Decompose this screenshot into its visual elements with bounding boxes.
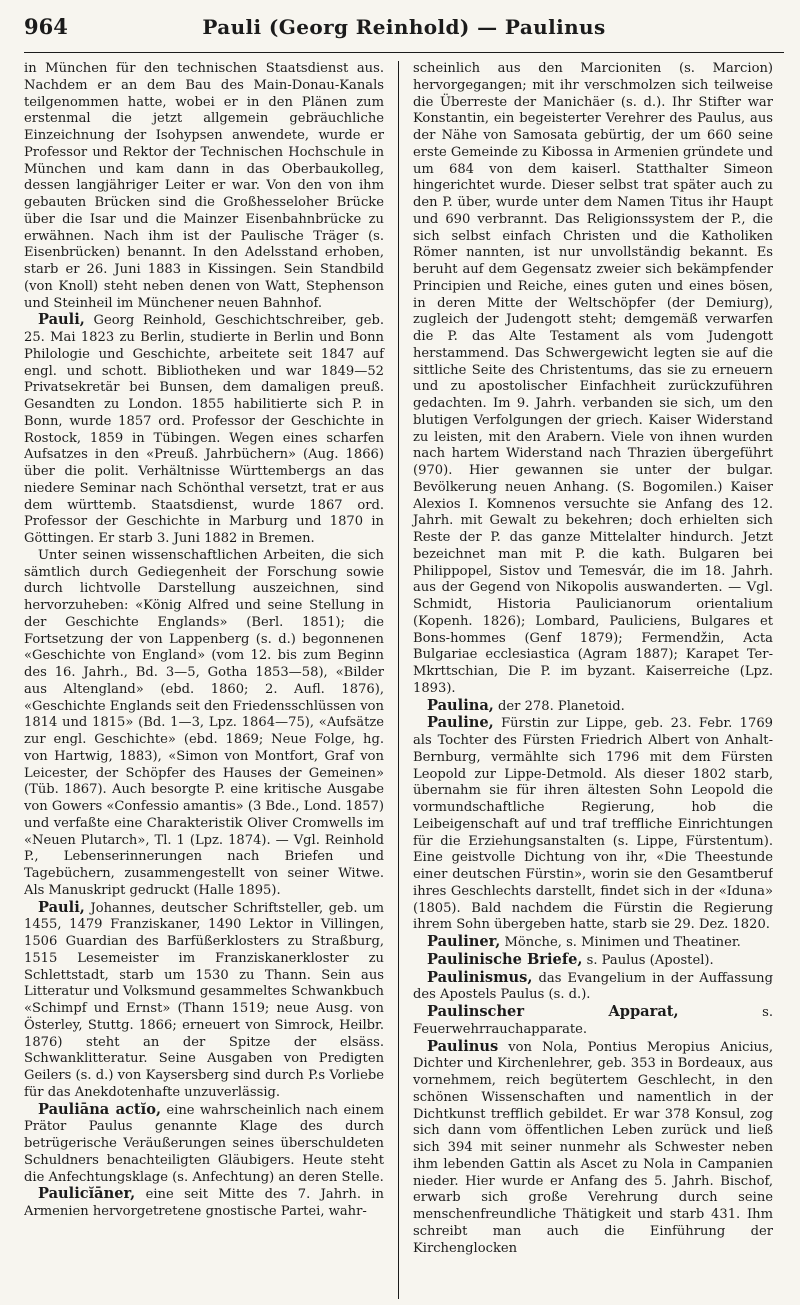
entry-pauli-georg-reinhold (24, 312, 384, 548)
left-column (24, 61, 394, 1299)
column-divider (398, 61, 399, 1299)
entry-text: eine wahrscheinlich nach einem Prätor Paulus genannte Klage des durch betrügerische Veräußerungen seines überschuldeten Schuldners benachteiligten Gläubigers. Heute steht die Anfechtungsklage (s. Anfechtung) an deren Stelle. (24, 1102, 385, 1185)
entry-paulina (413, 698, 773, 716)
entry-lemma: Pauli, (38, 311, 85, 329)
entry-lemma: Paulinische Briefe, (427, 950, 583, 968)
running-head: Pauli (Georg Reinhold) — Paulinus (202, 15, 606, 39)
entry-lemma: Pauliāna actĭo, (38, 1100, 162, 1118)
entry-lemma: Pauline, (427, 714, 494, 732)
continued-paragraph: in München für den technischen Staatsdienst aus. Nachdem er an dem Bau des Main-Donau-Kanals teilgenommen hatte, wobei er in den Plänen zum erstenmal die jetzt allgemein gebräuchliche Einzeichnung der Isohypsen anwendete, wurde er Professor und Rektor der Technischen Hochschule in München und kam dann in das Oberbaukolleg, dessen langjähriger Leiter er war. Von den von ihm gebauten Brücken sind die Großhesseloher Brücke über die Isar und die Mainzer Eisenbahnbrücke zu erwähnen. Nach ihm ist der Paulische Träger (s. Eisenbrücken) benannt. In den Adelsstand erhoben, starb er 26. Juni 1883 in Kissingen. Sein Standbild (von Knoll) steht neben denen von Watt, Stephenson und Steinheil im Münchener neuen Bahnhof. (24, 61, 384, 311)
entry-paulinismus (413, 970, 773, 1005)
entry-lemma: Paulicĭāner, (38, 1185, 136, 1203)
entry-lemma: Paulinus (427, 1037, 499, 1055)
entry-paragraph: Unter seinen wissenschaftlichen Arbeiten, die sich sämtlich durch Gediegenheit der Forschung sowie durch lichtvolle Darstellung auszeichnen, sind hervorzuheben: «König Alfred und seine Stellung in der Geschichte Englands» (Berl. 1851); die Fortsetzung der von Lappenberg (s. d.) begonnenen «Geschichte von England» (vom 12. bis zum Beginn des 16. Jahrh., Bd. 3—5, Gotha 1853—58), «Bilder aus Altengland» (ebd. 1860; 2. Aufl. 1876), «Geschichte Englands seit den Friedensschlüssen von 1814 und 1815» (Bd. 1—3, Lpz. 1864—75), «Aufsätze zur engl. Geschichte» (ebd. 1869; Neue Folge, hg. von Hartwig, 1883), «Simon von Montfort, Graf von Leicester, der Schöpfer des Hauses der Gemeinen» (Tüb. 1867). Auch besorgte P. eine kritische Ausgabe von Gowers «Confessio amantis» (3 Bde., Lond. 1857) und verfaßte eine Charakteristik Oliver Cromwells im «Neuen Plutarch», Tl. 1 (Lpz. 1874). — Vgl. Reinhold P., Lebenserinnerungen nach Briefen und Tagebüchern, zusammengestellt von seiner Witwe. Als Manuskript gedruckt (Halle 1895). (24, 547, 384, 898)
entry-text: s. Paulus (Apostel). (582, 952, 714, 968)
entry-text: eine seit Mitte des 7. Jahrh. in Armenien hervorgetretene gnostische Partei, wahr- (24, 1187, 384, 1219)
entry-lemma: Paulina, (427, 696, 494, 714)
entry-lemma: Paulinscher Apparat, (427, 1003, 679, 1020)
entry-text: Fürstin zur Lippe, geb. 23. Febr. 1769 als Tochter des Fürsten Friedrich Albert von Anhalt-Bernburg, vermählte sich 1796 mit dem Fürsten Leopold zur Lippe-Detmold. Als dieser 1802 starb, übernahm sie für ihren ältesten Sohn Leopold die vormundschaftliche Regierung, hob die Leibeigenschaft auf und traf treffliche Einrichtungen für die Erziehungsanstalten (s. Lippe, Fürstentum). Eine geistvolle Dichtung von ihr, «Die Theestunde einer deutschen Fürstin», worin sie den Gesamtberuf ihres Geschlechts darstellt, findet sich in der «Iduna» (1805). Bald nachdem die Fürstin die Regierung ihrem Sohn übergeben hatte, starb sie 29. Dez. 1820. (413, 716, 773, 933)
entry-pauliner (413, 934, 773, 952)
entry-text: Johannes, deutscher Schriftsteller, geb. um 1455, 1479 Franziskaner, 1490 Lektor in Villingen, 1506 Guardian des Barfüßerklosters zu Straßburg, 1515 Lesemeister im Franziskanerkloster zu Schlettstadt, starb um 1530 zu Thann. Sein aus Litteratur und Volksmund gesammeltes Schwankbuch «Schimpf und Ernst» (Thann 1519; neue Ausg. von Österley, Stuttg. 1866; erneuert von Simrock, Heilbr. 1876) steht an der Spitze der elsäss. Schwanklitteratur. Seine Ausgaben von Predigten Geilers (s. d.) von Kaysersberg sind durch P.s Vorliebe für das Anekdotenhafte unzuverlässig. (24, 900, 384, 1100)
entry-lemma: Pauli, (38, 898, 85, 916)
right-column (403, 61, 773, 1299)
entry-text: das Evangelium in der Auffassung des Apostels Paulus (s. d.). (413, 970, 773, 1003)
text-columns (24, 61, 784, 1299)
entry-pauli-johannes (24, 900, 384, 1102)
entry-lemma: Paulinismus, (427, 968, 533, 986)
continued-paragraph: scheinlich aus den Marcioniten (s. Marcion) hervorgegangen; mit ihr verschmolzen sich teilweise die Überreste der Manichäer (s. d.). Ihr Stifter war Konstantin, ein begeisterter Verehrer des Paulus, aus der Nähe von Samosata gebürtig, der um 660 seine erste Gemeinde zu Kibossa in Armenien gründete und um 684 von dem kaiserl. Statthalter Simeon hingerichtet wurde. Dieser selbst trat später auch zu den P. über, wurde unter dem Namen Titus ihr Haupt und 690 verbrannt. Das Religionssystem der P., die sich selbst einfach Christen und die Katholiken Römer nannten, ist nur unvollständig bekannt. Es beruht auf dem Gegensatz zweier sich bekämpfender Principien und Reiche, eines guten und eines bösen, in deren Mitte der Weltschöpfer (der Demiurg), zugleich der Judengott steht; demgemäß verwarfen die P. das Alte Testament als vom Judengott herstammend. Das Schwergewicht legten sie auf die sittliche Seite des Christentums, das sie zu erneuern und zu apostolischer Einfachheit zurückzuführen gedachten. Im 9. Jahrh. verbanden sie sich, um den blutigen Verfolgungen der griech. Kaiser Widerstand zu leisten, mit den Arabern. Viele von ihnen wurden nach hartem Widerstand nach Thrazien übergeführt (970). Hier gewannen sie unter der bulgar. Bevölkerung neuen Anhang. (S. Bogomilen.) Kaiser Alexios I. Komnenos versuchte sie Anfang des 12. Jahrh. mit Gewalt zu bekehren; doch erhielten sich Reste der P. das ganze Mittelalter hindurch. Jetzt bezeichnet man mit P. die kath. Bulgaren bei Philippopel, Sistov und Temesvár, die im 18. Jahrh. aus der Gegend von Nikopolis auswanderten. — Vgl. Schmidt, Historia Paulicianorum orientalium (Kopenh. 1826); Lombard, Pauliciens, Bulgares et Bons-hommes (Genf 1879); Fermendžin, Acta Bulgariae ecclesiastica (Agram 1887); Karapet Ter-Mkrttschian, Die P. im byzant. Kaiserreiche (Lpz. 1893). (413, 61, 773, 696)
entry-lemma: Pauliner, (427, 933, 501, 950)
entry-paulinscher-apparat (413, 1004, 773, 1039)
entry-text: Georg Reinhold, Geschichtschreiber, geb. 25. Mai 1823 zu Berlin, studierte in Berlin und Bonn Philologie und Geschichte, arbeitete seit 1847 auf engl. und schott. Bibliotheken und war 1849—52 Privatsekretär bei Bunsen, dem damaligen preuß. Gesandten zu London. 1855 habilitierte sich P. in Bonn, wurde 1857 ord. Professor der Geschichte in Rostock, 1859 in Tübingen. Wegen eines scharfen Aufsatzes in den «Preuß. Jahrbüchern» (Aug. 1866) über die polit. Verhältnisse Württembergs an das niedere Seminar nach Schönthal versetzt, trat er aus dem württemb. Staatsdienst, wurde 1867 ord. Professor der Geschichte in Marburg und 1870 in Göttingen. Er starb 3. Juni 1882 in Bremen. (24, 313, 384, 546)
entry-paulinus (413, 1039, 773, 1258)
entry-text: von Nola, Pontius Meropius Anicius, Dichter und Kirchenlehrer, geb. 353 in Bordeaux, aus vornehmem, reich begütertem Geschlecht, in den schönen Wissenschaften und namentlich in der Dichtkunst trefflich gebildet. Er war 378 Konsul, zog sich dann vom öffentlichen Leben zurück und ließ sich 394 mit seiner nunmehr als Schwester neben ihm lebenden Gattin als Ascet zu Nola in Campanien nieder. Hier wurde er Anfang des 5. Jahrh. Bischof, erwarb sich große Verehrung durch seine menschenfreundliche Thätigkeit und starb 431. Ihm schreibt man auch die Einführung der Kirchenglocken (413, 1039, 773, 1256)
entry-text: s. Feuerwehrrauchapparate. (413, 1005, 773, 1037)
entry-paulinische-briefe (413, 952, 773, 970)
entry-pauline (413, 715, 773, 934)
entry-text: der 278. Planetoid. (493, 698, 625, 714)
entry-pauliana-actio (24, 1102, 384, 1187)
page-header (24, 14, 784, 53)
page-number: 964 (24, 14, 68, 39)
entry-paulicianer (24, 1186, 384, 1221)
entry-text: Mönche, s. Minimen und Theatiner. (500, 935, 741, 950)
